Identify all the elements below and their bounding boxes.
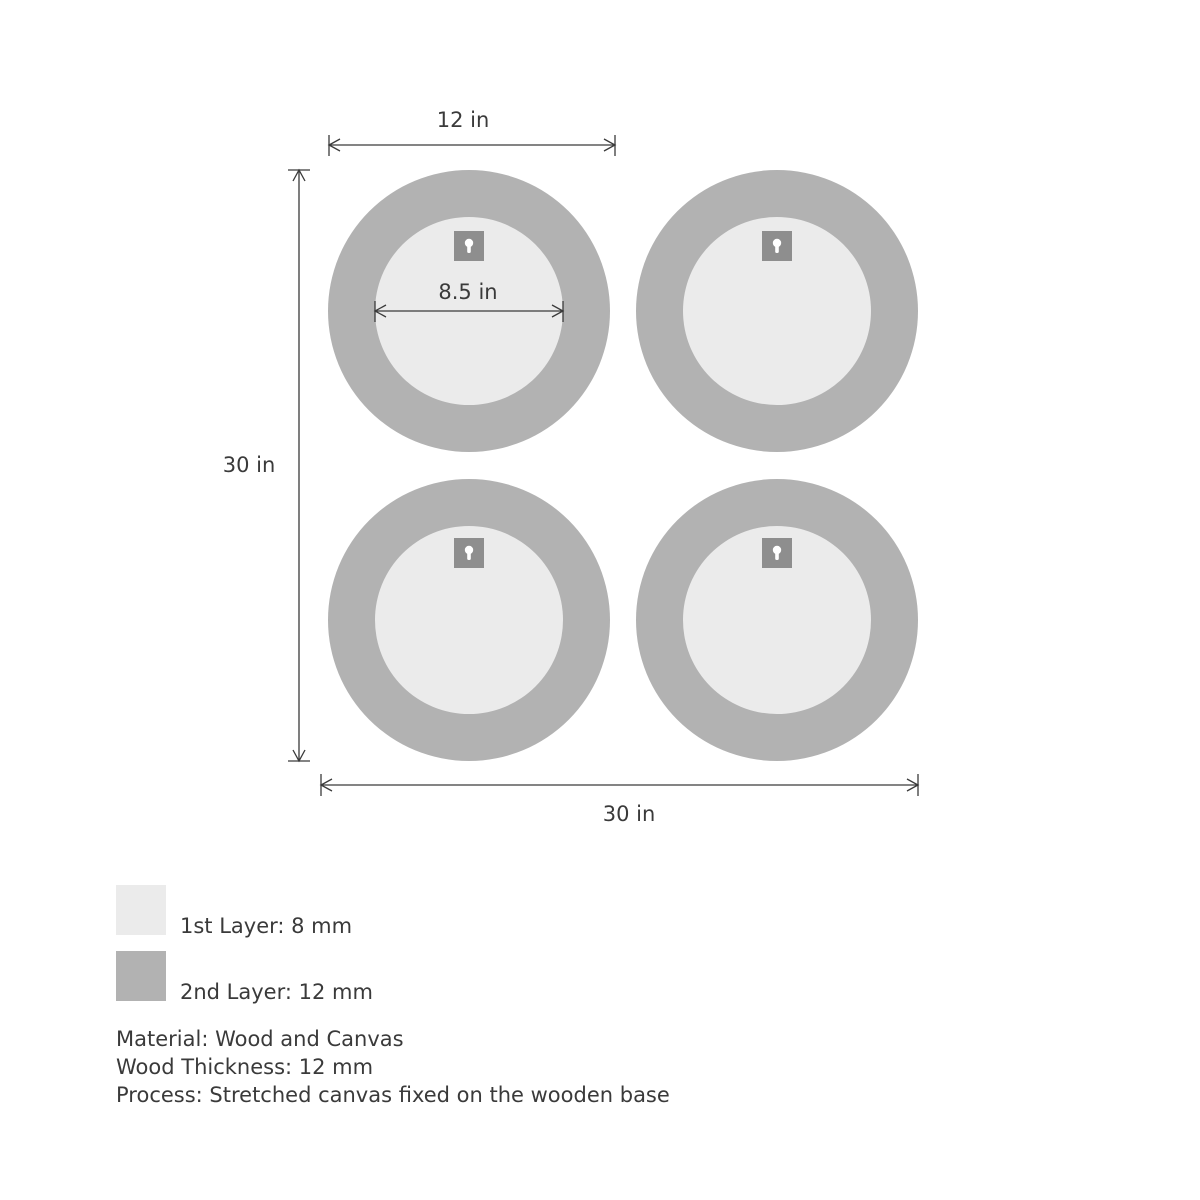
keyhole-hanger-icon (762, 538, 792, 568)
layer-1-swatch (116, 885, 166, 935)
keyhole-hanger-icon (454, 538, 484, 568)
round-panel-bottom-right (636, 479, 918, 761)
total-height-label: 30 in (222, 453, 276, 477)
layer-2-swatch (116, 951, 166, 1001)
spec-process: Process: Stretched canvas fixed on the wooden base (116, 1083, 670, 1107)
layer-1-label: 1st Layer: 8 mm (180, 914, 353, 938)
spec-wood-thickness: Wood Thickness: 12 mm (116, 1055, 374, 1079)
product-specs (116, 1025, 670, 1109)
total-width-dimension-line (321, 774, 918, 796)
total-height-dimension-line (288, 170, 310, 761)
outer-diameter-dimension-line (329, 135, 615, 156)
keyhole-hanger-icon (454, 231, 484, 261)
outer-diameter-label: 12 in (436, 108, 490, 132)
round-panel-bottom-left (328, 479, 610, 761)
round-panel-top-right (636, 170, 918, 452)
spec-material: Material: Wood and Canvas (116, 1027, 404, 1051)
layer-2-label: 2nd Layer: 12 mm (180, 980, 373, 1004)
total-width-label: 30 in (602, 802, 656, 826)
keyhole-hanger-icon (762, 231, 792, 261)
inner-diameter-label: 8.5 in (438, 280, 498, 304)
